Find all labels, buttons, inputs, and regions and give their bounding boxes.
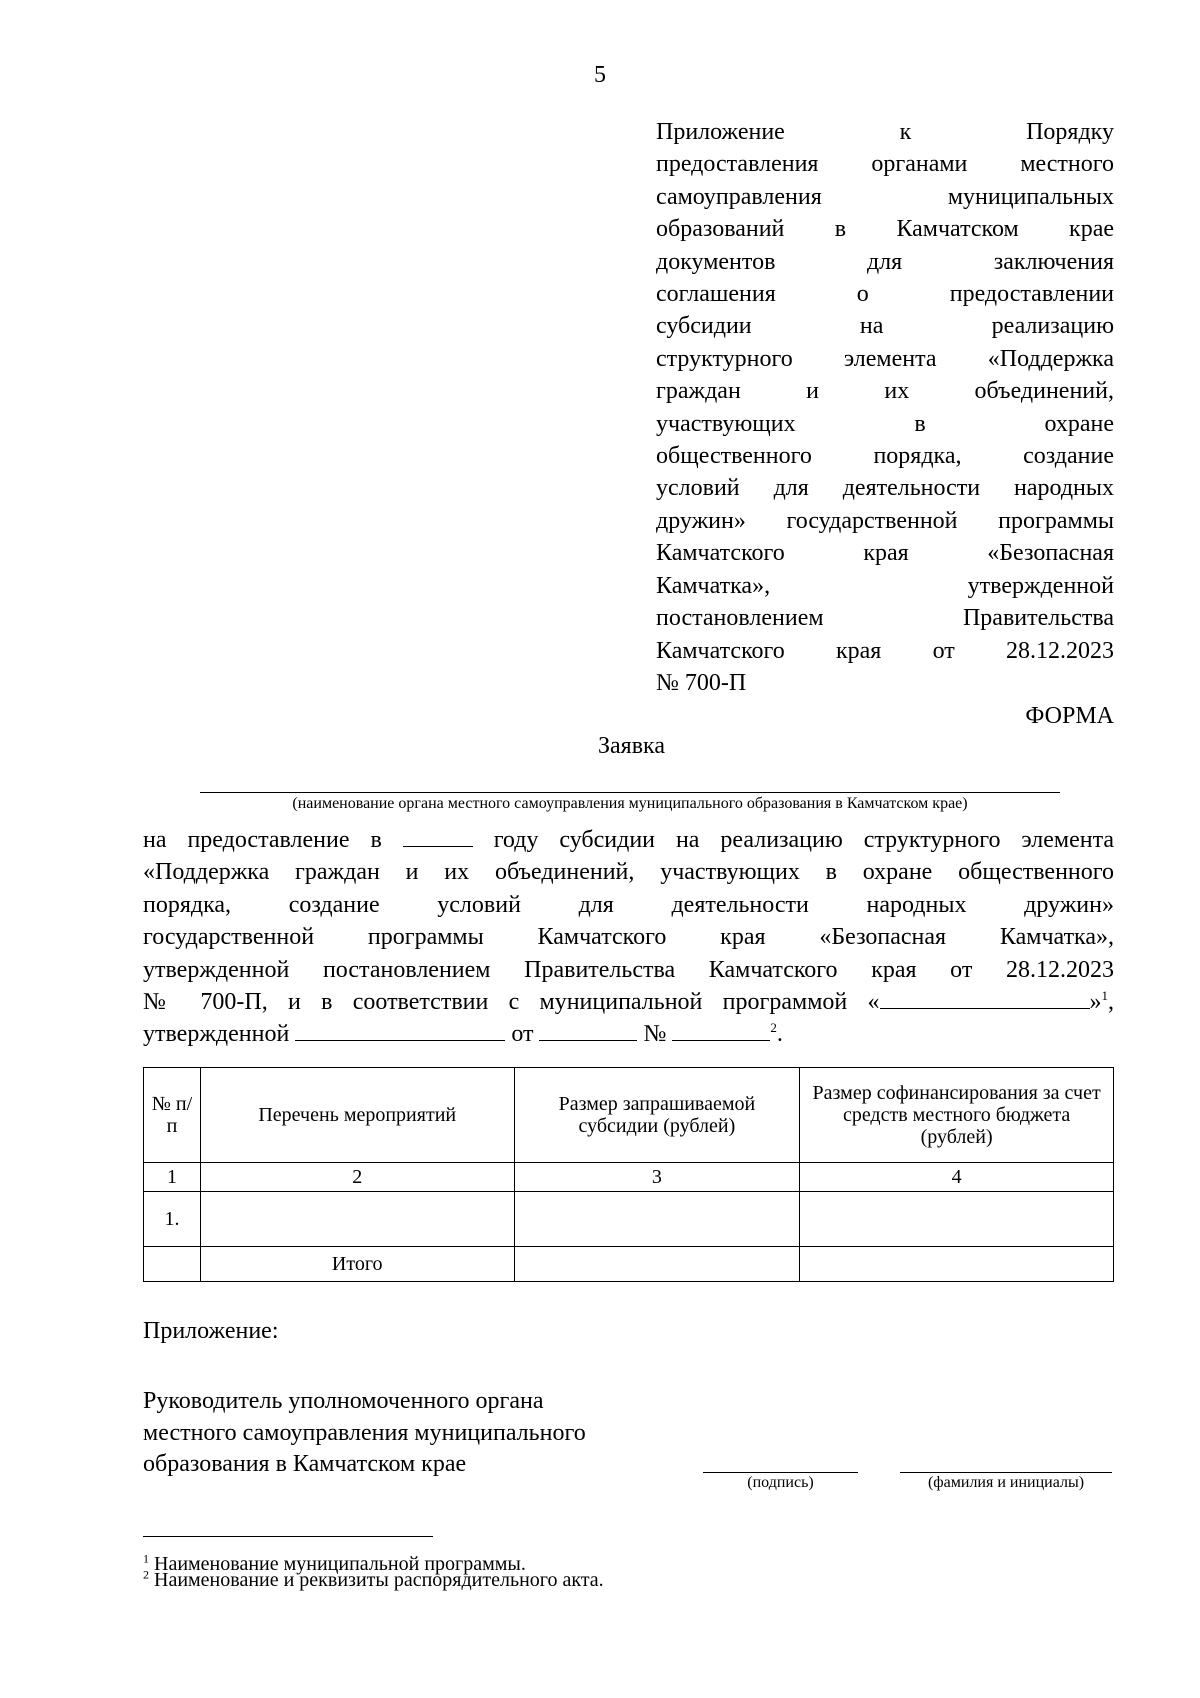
appendix-line: структурного элемента «Поддержка bbox=[656, 345, 1114, 372]
table-cell: 2 bbox=[200, 1163, 514, 1192]
table-cell[interactable] bbox=[514, 1192, 800, 1247]
appendix-line: общественного порядка, создание bbox=[656, 443, 1114, 470]
date-fill-line[interactable] bbox=[539, 1018, 637, 1041]
footnote-text: Наименование муниципальной программы. bbox=[154, 1553, 526, 1575]
body-text: утвержденной bbox=[143, 1021, 290, 1048]
appendix-line: Камчатского края от 28.12.2023 bbox=[656, 637, 1114, 664]
appendix-line: Камчатского края «Безопасная bbox=[656, 540, 1114, 567]
body-line: порядка, создание условий для деятельности народных дружин» bbox=[143, 891, 1114, 918]
signature-caption: (подпись) bbox=[747, 1474, 814, 1491]
appendix-line: соглашения о предоставлении bbox=[656, 281, 1114, 308]
table-total-row bbox=[144, 1247, 1114, 1282]
table-header-row bbox=[144, 1068, 1114, 1163]
table-cell: 3 bbox=[514, 1163, 800, 1192]
appendix-line: образований в Камчатском крае bbox=[656, 216, 1114, 243]
table-cell: 1. bbox=[144, 1192, 201, 1247]
body-text: , bbox=[1108, 989, 1114, 1016]
appendix-line: дружин» государственной программы bbox=[656, 507, 1114, 534]
table-row bbox=[144, 1192, 1114, 1247]
body-text: № bbox=[643, 1021, 667, 1048]
body-line: государственной программы Камчатского края «Безопасная Камчатка», bbox=[143, 924, 1114, 951]
footnote-mark: 1 bbox=[143, 1551, 149, 1566]
appendix-line: условий для деятельности народных bbox=[656, 475, 1114, 502]
page-number: 5 bbox=[594, 62, 606, 88]
appendix-line: предоставления органами местного bbox=[656, 151, 1114, 178]
body-text: . bbox=[776, 1021, 783, 1048]
appendix-reference bbox=[656, 116, 1114, 699]
table-cell bbox=[144, 1247, 201, 1282]
body-text: № 700-П, и в соответствии с муниципальной программой « bbox=[143, 989, 880, 1016]
form-label: ФОРМА bbox=[1025, 703, 1114, 729]
table-cell[interactable] bbox=[514, 1247, 800, 1282]
body-text: от bbox=[511, 1021, 534, 1048]
appendix-line: граждан и их объединений, bbox=[656, 378, 1114, 405]
name-caption: (фамилия и инициалы) bbox=[927, 1474, 1085, 1491]
appendix-line: Приложение к Порядку bbox=[656, 119, 1114, 145]
table-header-cell: Размер софинансирования за счет средств местного бюджета (рублей) bbox=[800, 1068, 1114, 1163]
appendix-line: Камчатка», утвержденной bbox=[656, 572, 1114, 599]
signatory-block bbox=[143, 1386, 586, 1481]
table-cell: Итого bbox=[200, 1247, 514, 1282]
number-fill-line[interactable] bbox=[672, 1018, 770, 1041]
program-name-fill-line[interactable] bbox=[880, 986, 1090, 1009]
appendix-line: участвующих в охране bbox=[656, 410, 1114, 437]
signatory-line: Руководитель уполномоченного органа bbox=[143, 1388, 544, 1414]
table-header-cell: Размер запрашиваемой субсидии (рублей) bbox=[514, 1068, 800, 1163]
appendix-line: постановлением Правительства bbox=[656, 605, 1114, 632]
org-name-caption: (наименование органа местного самоуправления муниципального образования в Камчатском крае) bbox=[292, 795, 968, 812]
table-cell[interactable] bbox=[800, 1247, 1114, 1282]
table-cell[interactable] bbox=[800, 1192, 1114, 1247]
footnote-separator bbox=[143, 1536, 433, 1537]
signatory-line: образования в Камчатском крае bbox=[143, 1451, 467, 1477]
signature-fill-line[interactable] bbox=[703, 1472, 858, 1473]
appendix-line: самоуправления муниципальных bbox=[656, 183, 1114, 210]
document-title: Заявка bbox=[598, 733, 665, 759]
footnote-ref: 1 bbox=[1101, 988, 1108, 1004]
table-cell: 1 bbox=[144, 1163, 201, 1192]
appendix-line: № 700-П bbox=[656, 669, 747, 696]
approval-act-fill-line[interactable] bbox=[295, 1018, 505, 1041]
footnote-text: Наименование и реквизиты распорядительного акта. bbox=[154, 1569, 604, 1591]
table-cell[interactable] bbox=[200, 1192, 514, 1247]
activities-table bbox=[143, 1067, 1114, 1282]
table-header-cell: № п/п bbox=[144, 1068, 201, 1163]
body-line bbox=[143, 1018, 1114, 1050]
body-line bbox=[143, 986, 1114, 1018]
table-header-cell: Перечень мероприятий bbox=[200, 1068, 514, 1163]
signatory-line: местного самоуправления муниципального bbox=[143, 1419, 586, 1446]
org-name-fill-line[interactable] bbox=[200, 792, 1060, 793]
year-fill-line[interactable] bbox=[403, 824, 473, 847]
application-body bbox=[143, 824, 1114, 1051]
body-text: на предоставление в bbox=[143, 827, 382, 853]
body-text: » bbox=[1089, 989, 1102, 1016]
name-fill-line[interactable] bbox=[900, 1472, 1112, 1473]
appendix-line: документов для заключения bbox=[656, 248, 1114, 275]
table-cell: 4 bbox=[800, 1163, 1114, 1192]
body-text: году субсидии на реализацию структурного элемента bbox=[493, 827, 1115, 853]
table-number-row bbox=[144, 1163, 1114, 1192]
attachment-label: Приложение: bbox=[143, 1318, 279, 1344]
footnote-mark: 2 bbox=[143, 1567, 149, 1582]
footnote-ref: 2 bbox=[770, 1020, 777, 1036]
body-line bbox=[143, 824, 1114, 856]
appendix-line: субсидии на реализацию bbox=[656, 313, 1114, 340]
body-line: утвержденной постановлением Правительства Камчатского края от 28.12.2023 bbox=[143, 956, 1114, 983]
footnote bbox=[143, 1567, 604, 1591]
body-line: «Поддержка граждан и их объединений, участвующих в охране общественного bbox=[143, 859, 1114, 886]
